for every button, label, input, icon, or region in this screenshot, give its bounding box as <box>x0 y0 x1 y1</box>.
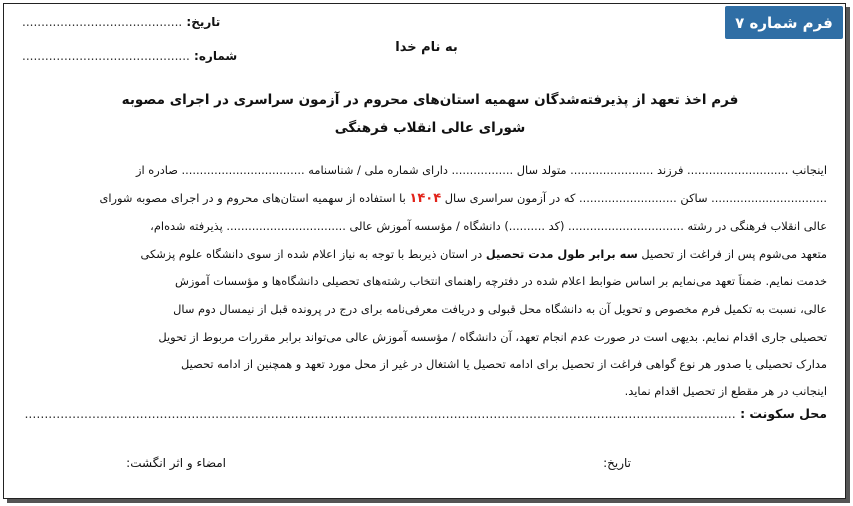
body-line-1: اینجانب ............................ فرزند ....................... متولد سال ................. دارای شماره ملی / شناسنامه .................................. صادره از <box>135 163 827 177</box>
residence-dots: ................................................................................................................................................................................... <box>24 406 736 421</box>
body-line-2-part-a: ................................ ساکن ........................... که در آزمون سراسری سال <box>441 191 827 205</box>
signature-date-label: تاریخ: <box>603 456 631 470</box>
residence-label: محل سکونت : <box>740 406 827 421</box>
basmala: به نام خدا <box>395 40 458 55</box>
form-title-line-1: فرم اخذ تعهد از پذیرفته‌شدگان سهمیه استان‌های محروم در آزمون سراسری در اجرای مصوبه <box>121 92 739 108</box>
date-field[interactable] <box>22 15 220 29</box>
form-number-badge: فرم شماره ۷ <box>725 6 843 39</box>
number-dots: ............................................ <box>22 49 190 63</box>
body-line-5: خدمت نمایم. ضمناً تعهد می‌نمایم بر اساس ضوابط اعلام شده در دفترچه راهنمای انتخاب رشته‌های تحصیلی دانشگاه‌ها و مؤسسات آموزش <box>174 274 827 288</box>
body-line-4 <box>27 247 827 262</box>
number-label: شماره: <box>194 49 238 63</box>
date-dots: .......................................... <box>22 15 183 29</box>
body-line-4-part-a: متعهد می‌شوم پس از فراغت از تحصیل <box>637 247 827 261</box>
commitment-duration: سه برابر طول مدت تحصیل <box>485 247 638 261</box>
body-line-9: اینجانب در هر مقطع از تحصیل اقدام نماید. <box>624 384 827 398</box>
body-line-3: عالی انقلاب فرهنگی در رشته ................................ (کد ..........) دانشگاه / مؤسسه آموزش عالی ................................. پذیرفته شده‌ام، <box>150 219 827 233</box>
body-line-2 <box>27 191 827 206</box>
body-line-7: تحصیلی جاری اقدام نمایم. بدیهی است در صورت عدم انجام تعهد، آن دانشگاه / مؤسسه آموزش عالی می‌تواند برابر مقررات مربوط از تحویل <box>158 330 827 344</box>
form-title-line-2: شورای عالی انقلاب فرهنگی <box>334 120 526 136</box>
exam-year: ۱۴۰۴ <box>409 191 442 206</box>
body-line-2-part-b: با استفاده از سهمیه استان‌های محروم و در اجرای مصوبه شورای <box>99 191 410 205</box>
body-line-6: عالی، نسبت به تکمیل فرم مخصوص و تحویل آن به دانشگاه محل قبولی و دریافت معرفی‌نامه برای درج در پرونده قبل از نیمسال دوم سال <box>173 302 827 316</box>
body-line-8: مدارک تحصیلی یا صدور هر نوع گواهی فراغت از تحصیل برای ادامه تحصیل یا اشتغال در غیر از محل مورد تعهد و همچنین از ادامه تحصیل <box>181 357 827 371</box>
date-label: تاریخ: <box>186 15 221 29</box>
signature-label: امضاء و اثر انگشت: <box>126 456 226 470</box>
body-line-4-part-b: در استان ذیربط با توجه به نیاز اعلام شده از سوی دانشگاه علوم پزشکی <box>140 247 486 261</box>
residence-field[interactable] <box>24 406 827 421</box>
